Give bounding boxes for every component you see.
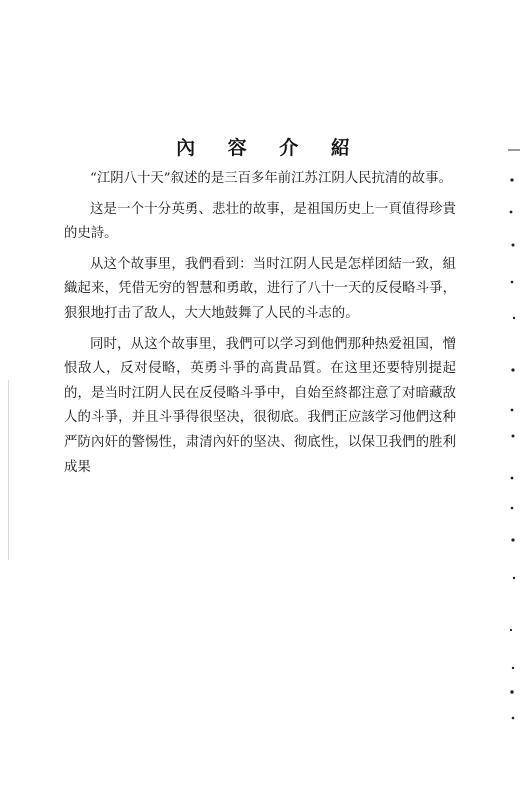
paragraph-3: 从这个故事里，我們看到：当时江阴人民是怎样团結一致，組織起来，凭借无穷的智慧和勇敢，进行了八十一天的反侵略斗爭，狠狠地打击了敌人，大大地鼓舞了人民的斗志的。: [64, 256, 456, 321]
paragraph-2: 这是一个十分英勇、悲壮的故事，是祖国历史上一頁值得珍貴的史詩。: [64, 201, 456, 242]
paragraph-4: 同时，从这个故事里，我們可以学习到他們那种热爱祖国，憎恨敌人，反对侵略，英勇斗爭的高貴品質。在这里还要特別提起的，是当时江阴人民在反侵略斗爭中，自始至終都注意了对暗藏敌人的斗爭，并且斗爭得很坚决，很彻底。我們正应該学习他們这种严防內奸的警惕性，肃清內奸的坚决、彻底性，以保卫我們的胜利成果: [64, 336, 456, 475]
introduction-body: [64, 167, 456, 486]
paragraph-1: “江阴八十天”叙述的是三百多年前江苏江阴人民抗清的故事。: [90, 171, 452, 186]
binding-dots: [496, 0, 526, 789]
scan-edge-shadow: [8, 380, 9, 560]
page-title: 內 容 介 紹: [176, 137, 363, 159]
scan-edge-marks: [496, 0, 526, 789]
